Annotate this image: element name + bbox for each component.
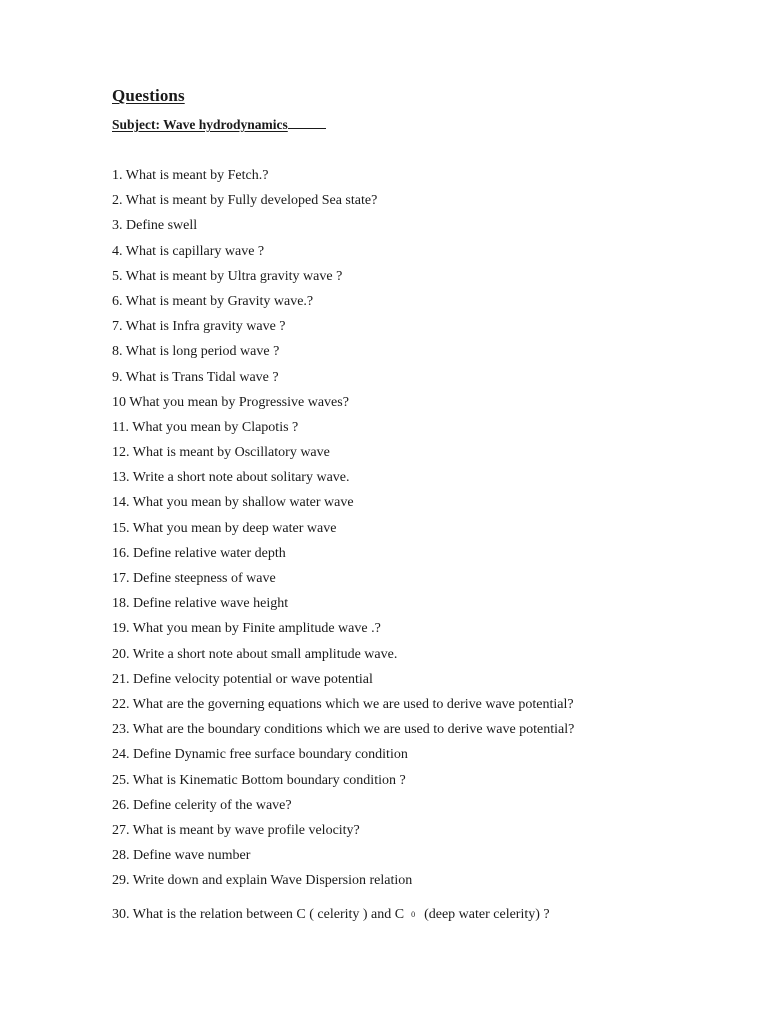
question-item: 11. What you mean by Clapotis ? — [112, 419, 299, 435]
question-item: 3. Define swell — [112, 218, 198, 234]
page-heading: Questions — [112, 86, 185, 105]
question-item: 1. What is meant by Fetch.? — [112, 168, 269, 183]
question-item: 10 What you mean by Progressive waves? — [112, 394, 349, 410]
question-item: 5. What is meant by Ultra gravity wave ? — [112, 268, 343, 284]
question-item: 17. Define steepness of wave — [112, 571, 276, 586]
question-item: 18. Define relative wave height — [112, 596, 289, 612]
question-item: 15. What you mean by deep water wave — [112, 520, 337, 536]
question-item: 7. What is Infra gravity wave ? — [112, 319, 286, 335]
question-item: 6. What is meant by Gravity wave.? — [112, 293, 314, 309]
question-item: 4. What is capillary wave ? — [112, 243, 265, 259]
question-item: 24. Define Dynamic free surface boundary condition — [112, 747, 408, 763]
question-30-text-end: (deep water celerity) ? — [424, 907, 550, 922]
question-item: 23. What are the boundary conditions which we are used to derive wave potential? — [112, 722, 575, 738]
question-item: 19. What you mean by Finite amplitude wave .? — [112, 621, 381, 637]
question-item: 14. What you mean by shallow water wave — [112, 495, 354, 511]
subject-text: Subject: Wave hydrodynamics — [112, 117, 288, 132]
subject-line — [112, 117, 326, 133]
question-list — [112, 167, 574, 897]
question-30-text: 30. What is the relation between C ( celerity ) and C — [112, 907, 405, 922]
question-item: 27. What is meant by wave profile velocity? — [112, 822, 360, 838]
subject-underline-blank — [288, 117, 326, 129]
question-item: 12. What is meant by Oscillatory wave — [112, 445, 330, 461]
question-item: 9. What is Trans Tidal wave ? — [112, 369, 279, 385]
question-30-subscript: 0 — [411, 910, 416, 919]
question-item: 25. What is Kinematic Bottom boundary condition ? — [112, 772, 406, 788]
question-item: 26. Define celerity of the wave? — [112, 797, 292, 813]
question-item: 28. Define wave number — [112, 848, 251, 864]
question-item: 2. What is meant by Fully developed Sea state? — [112, 193, 378, 209]
question-item: 29. Write down and explain Wave Dispersion relation — [112, 873, 413, 889]
question-item-30 — [112, 906, 550, 924]
question-item: 22. What are the governing equations which we are used to derive wave potential? — [112, 696, 574, 712]
question-item: 13. Write a short note about solitary wave. — [112, 470, 350, 486]
question-item: 21. Define velocity potential or wave potential — [112, 671, 373, 687]
question-item: 20. Write a short note about small amplitude wave. — [112, 646, 398, 662]
question-item: 16. Define relative water depth — [112, 545, 286, 561]
question-item: 8. What is long period wave ? — [112, 344, 280, 360]
